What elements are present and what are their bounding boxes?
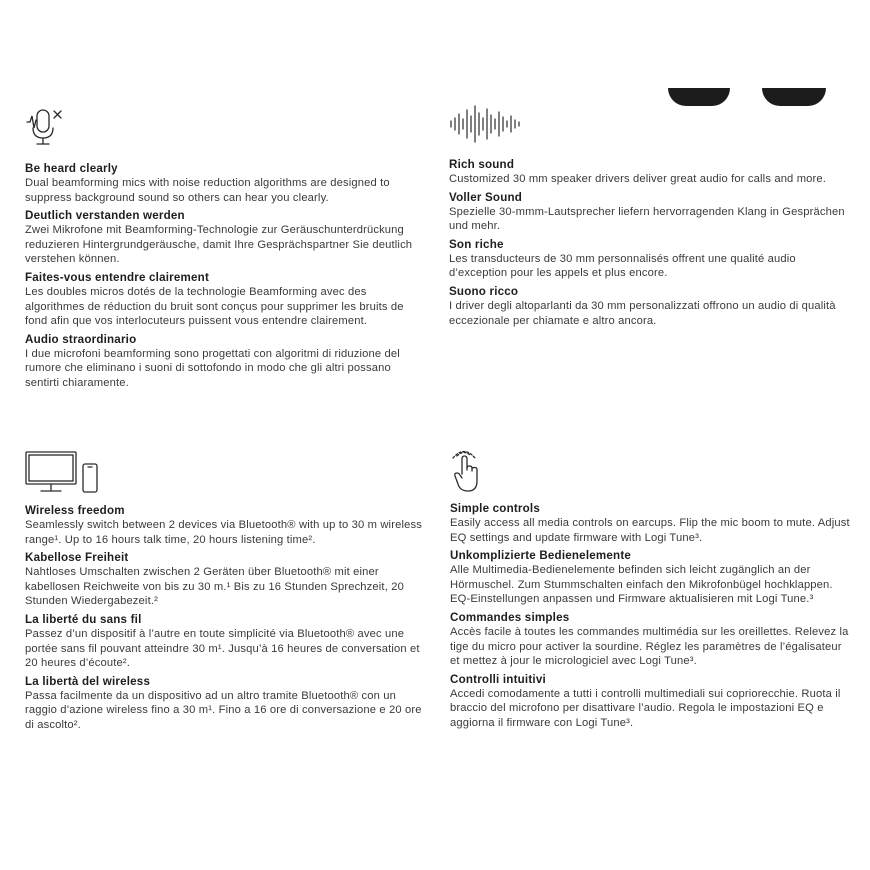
feature-panel-wireless [25,450,425,737]
feature-title: Kabellose Freiheit [25,551,129,565]
feature-title: La libertà del wireless [25,674,151,688]
feature-text: Passa facilmente da un dispositivo ad un altro tramite Bluetooth® con un raggio d’azione wireless fino a 30 m¹. Fino a 16 ore di conversazione e 20 ore di ascolto². [25,689,422,731]
feature-panel-controls [450,448,850,735]
feature-text: Spezielle 30-mmm-Lautsprecher liefern hervorragenden Klang in Gesprächen und mehr. [449,205,845,233]
feature-block-de [449,191,849,234]
feature-title: Rich sound [449,158,515,171]
feature-title: Faites-vous entendre clairement [25,270,210,284]
feature-panel-noise-cancel [25,104,425,395]
feature-title: Voller Sound [449,190,523,204]
feature-text: Accedi comodamente a tutti i controlli multimediali sui copriorecchie. Ruota il braccio del microfono per disattivare l’audio. Regola le impostazioni EQ e aggiorna il firmware con Logi Tune³. [450,687,841,729]
feature-text: Accès facile à toutes les commandes multimédia sur les oreillettes. Relevez la tige du micro pour activer la sourdine. Réglez les paramètres de l’égalisateur et mettez à jour le micrologiciel avec Logi Tune³. [450,625,849,668]
feature-block-en [25,162,425,205]
feature-block-de [25,209,425,267]
feature-text: I due microfoni beamforming sono progettati con algoritmi di riduzione del rumore che eliminano i suoni di sottofondo in modo che gli altri possano sentirti chiaramente. [25,347,400,389]
feature-panel-rich-sound [449,104,849,332]
feature-block-de [25,551,425,609]
feature-title: La liberté du sans fil [25,612,142,626]
feature-block-fr [450,611,850,669]
feature-text: Nahtloses Umschalten zwischen 2 Geräten über Bluetooth® mit einer kabellosen Reichweite von bis zu 30 m.¹ Bis zu 16 Stunden Sprechzeit, 20 Stunden Wiedergabezeit.² [25,566,404,608]
feature-text: Customized 30 mm speaker drivers deliver great audio for calls and more. [449,173,827,185]
feature-title: Son riche [449,237,504,251]
microphone-noise-cancel-icon [25,104,69,148]
feature-title: Suono ricco [449,284,519,298]
feature-title: Deutlich verstanden werden [25,209,185,223]
feature-text: Alle Multimedia-Bedienelemente befinden sich leicht zugänglich an der Hörmuschel. Zum Stummschalten einfach den Mikrofonbügel hochklappen. EQ-Einstellungen anpassen und Firmware aktualisieren mit Logi Tune.³ [450,564,833,606]
feature-text: Les transducteurs de 30 mm personnalisés offrent une qualité audio d’exception pour les appels et plus encore. [449,252,796,280]
feature-text: I driver degli altoparlanti da 30 mm personalizzati offrono un audio di qualità eccezionale per chiamate e altro ancora. [449,299,836,327]
feature-block-de [450,549,850,607]
feature-text: Easily access all media controls on earcups. Flip the mic boom to mute. Adjust EQ settings and update firmware with Logi Tune³. [450,517,850,544]
feature-block-fr [25,613,425,671]
feature-block-it [449,285,849,328]
feature-title: Controlli intuitivi [450,672,546,686]
feature-title: Unkomplizierte Bedienelemente [450,549,632,563]
feature-block-it [25,675,425,733]
feature-block-en [25,504,425,547]
feature-text: Passez d’un dispositif à l’autre en toute simplicité via Bluetooth® avec une portée sans fil pouvant atteindre 30 m¹. Jusqu’à 16 heures de conversation et 20 heures d’écoute². [25,627,420,670]
touch-hand-icon [450,448,484,494]
feature-title: Commandes simples [450,610,570,624]
monitor-and-phone-icon [25,450,101,496]
feature-text: Zwei Mikrofone mit Beamforming-Technologie zur Geräuschunterdrückung reduzieren Hintergrundgeräusche, damit Ihre Gesprächspartner Sie deutlich verstehen können. [25,224,413,266]
feature-title: Wireless freedom [25,504,125,517]
feature-block-fr [25,271,425,329]
sound-wave-icon [449,104,525,144]
feature-title: Audio straordinario [25,332,137,346]
feature-block-fr [449,238,849,281]
feature-title: Be heard clearly [25,162,118,175]
feature-title: Simple controls [450,502,540,515]
feature-block-it [25,333,425,391]
feature-text: Les doubles micros dotés de la technologie Beamforming avec des algorithmes de réduction du bruit sont conçus pour supprimer les bruits de fond afin que vos interlocuteurs puissent vous entendre clairement. [25,285,404,328]
feature-text: Dual beamforming mics with noise reduction algorithms are designed to suppress background sound so others can hear you clearly. [25,177,390,204]
feature-block-it [450,673,850,731]
feature-text: Seamlessly switch between 2 devices via Bluetooth® with up to 30 m wireless range¹. Up to 16 hours talk time, 20 hours listening time². [25,519,422,546]
feature-block-en [450,502,850,545]
feature-block-en [449,158,849,187]
